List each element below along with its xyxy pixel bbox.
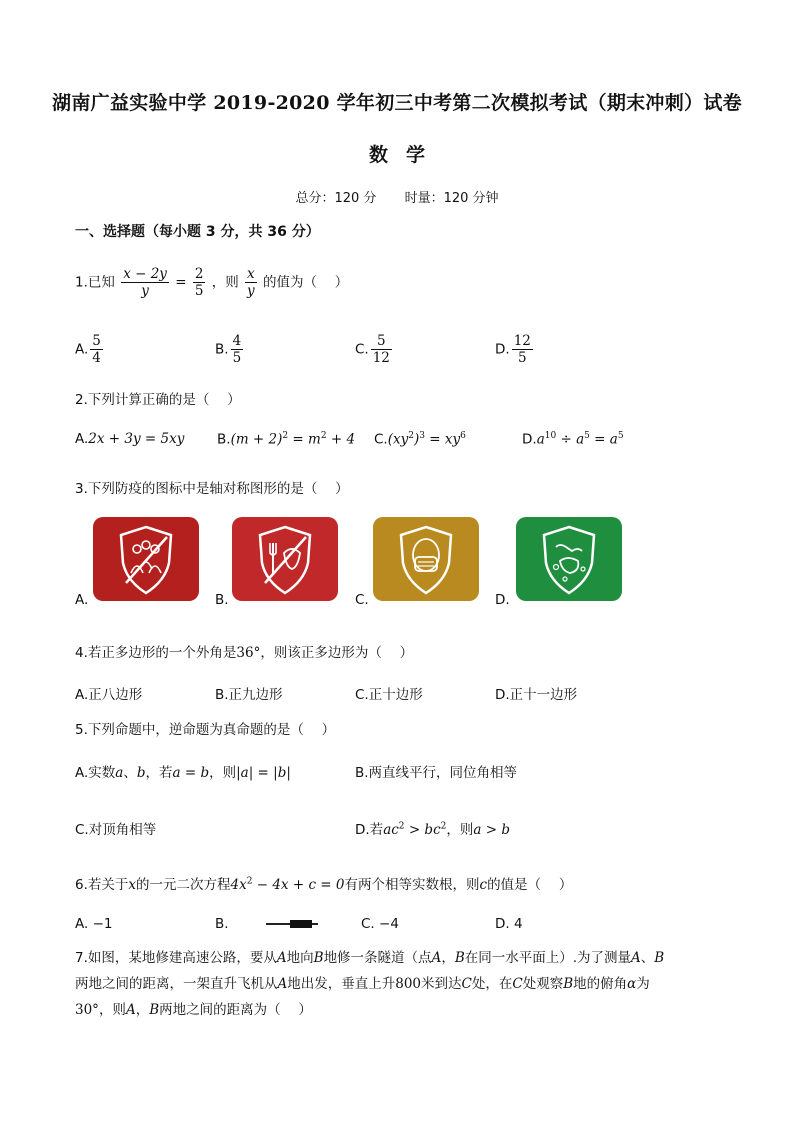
q6-option-c[interactable]: C. −4 (361, 916, 399, 932)
q4-option-a[interactable]: A.正八边形 (75, 687, 143, 703)
q1-fraction-3: $\frac{x}{y}$ (247, 266, 255, 299)
question-1 (75, 266, 348, 299)
section-heading: 一、选择题（每小题 3 分，共 36 分） (75, 224, 320, 240)
q4-option-b[interactable]: B.正九边形 (215, 687, 283, 703)
total-score: 总分：120 分 (295, 191, 377, 206)
question-6: 6.若关于x的一元二次方程$4x^2 - 4x + c = 0$有两个相等实数根，则c的值是（ ） (75, 876, 573, 893)
q1-fraction-2: $\frac{2}{5}$ (194, 266, 204, 299)
q1-option-a[interactable]: A. $\frac{5}{4}$ (75, 333, 101, 366)
q6-option-b[interactable]: B. (215, 916, 229, 932)
no-crowd-shield-icon[interactable] (93, 517, 199, 601)
q3-option-a-label[interactable]: A. (75, 592, 89, 608)
q5-option-a[interactable]: A.实数a、b，若a = b，则|a| = |b| (75, 765, 291, 781)
q4-option-d[interactable]: D.正十一边形 (495, 687, 578, 703)
question-5: 5.下列命题中，逆命题为真命题的是（ ） (75, 722, 336, 738)
q1-equals: = (175, 274, 187, 291)
q7-line-3: 30°，则A，B两地之间的距离为（ ） (75, 1002, 312, 1018)
q3-option-c-label[interactable]: C. (355, 592, 369, 608)
q7-line-2: 两地之间的距离，一架直升飞机从A地出发，垂直上升800米到达C处，在C处观察B地的俯角α为 (75, 976, 650, 992)
q6-option-d[interactable]: D. 4 (495, 916, 523, 932)
q4-option-c[interactable]: C.正十边形 (355, 687, 423, 703)
q2-option-b[interactable]: $B.(m + 2)^2 = m^2 + 4$ (217, 431, 356, 448)
time-limit: 时量：120 分钟 (404, 191, 499, 206)
question-4: 4.若正多边形的一个外角是36°，则该正多边形为（ ） (75, 645, 414, 661)
q7-line-1: 7.如图，某地修建高速公路，要从A地向B地修一条隧道（点A，B在同一水平面上）.为了测量A、B (75, 950, 665, 966)
q1-fraction-1: $\frac{x - 2y}{y}$ (123, 266, 167, 299)
question-7 (75, 945, 725, 1023)
question-2: 2.下列计算正确的是（ ） (75, 392, 241, 408)
exam-title: 湖南广益实验中学 2019-2020 学年初三中考第二次模拟考试（期末冲刺）试卷 (52, 92, 742, 114)
q3-option-b-label[interactable]: B. (215, 592, 229, 608)
q5-option-c[interactable]: C.对顶角相等 (75, 822, 157, 838)
subject-title: 数学 (368, 144, 443, 166)
q2-option-c[interactable]: $C.(xy^2)^3 = xy^6$ (374, 431, 466, 448)
hand-washing-shield-icon[interactable] (516, 517, 622, 601)
q2-option-a[interactable]: A.2x + 3y = 5xy (75, 431, 185, 447)
q1-option-d[interactable]: D. $\frac{12}{5}$ (495, 333, 531, 366)
q1-suffix: 的值为（ ） (262, 274, 349, 291)
q6-option-a[interactable]: A. −1 (75, 916, 113, 932)
no-wild-animal-eating-shield-icon[interactable] (232, 517, 338, 601)
q3-option-d-label[interactable]: D. (495, 592, 510, 608)
question-3: 3.下列防疫的图标中是轴对称图形的是（ ） (75, 481, 349, 497)
exam-meta (0, 187, 794, 206)
q1-option-b[interactable]: B. $\frac{4}{5}$ (215, 333, 242, 366)
q1-option-c[interactable]: C. $\frac{5}{12}$ (355, 333, 390, 366)
q1-mid: ，则 (211, 274, 239, 291)
q1-prefix: 1.已知 (75, 274, 115, 291)
q2-option-d[interactable]: $D.a^{10} \div a^5 = a^5$ (522, 431, 624, 448)
q6-option-b-garbled-image (266, 920, 318, 928)
face-mask-shield-icon[interactable] (373, 517, 479, 601)
q5-option-d[interactable]: D.若$ac^2 > bc^2$，则a > b (355, 821, 510, 838)
q5-option-b[interactable]: B.两直线平行，同位角相等 (355, 765, 518, 781)
